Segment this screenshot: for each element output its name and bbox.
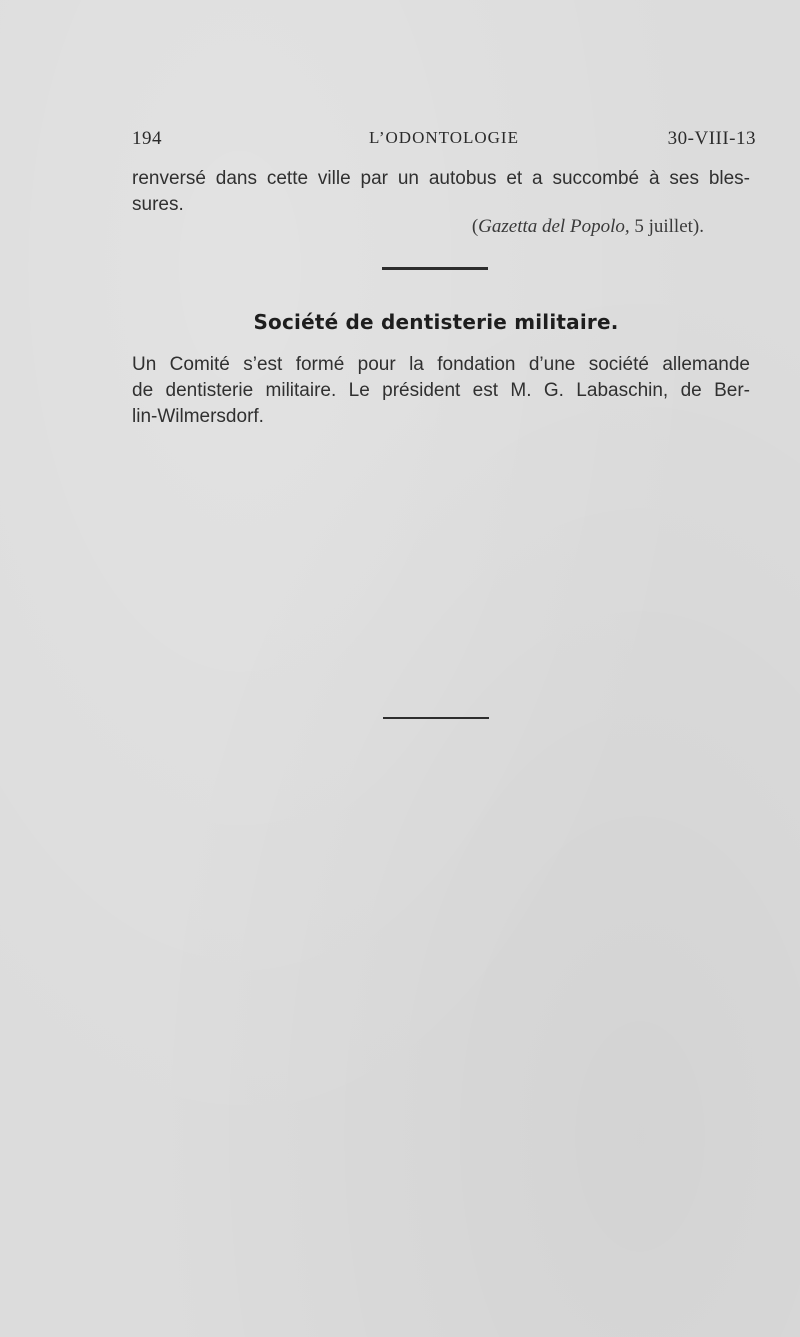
issue-date: 30-VIII-13	[667, 128, 756, 149]
text-line: renversé dans cette ville par un autobus et a succombé à ses bles-	[132, 168, 750, 189]
page-number: 194	[132, 128, 162, 149]
citation-date: 5 juillet).	[629, 216, 704, 237]
running-header	[132, 128, 756, 156]
section-paragraph	[132, 352, 750, 430]
section-heading: Société de dentisterie militaire.	[253, 310, 619, 334]
citation-open: (	[471, 216, 479, 237]
citation	[472, 216, 704, 238]
section-divider	[382, 267, 488, 270]
text-line: lin-Wilmersdorf.	[132, 406, 264, 427]
text-line: Un Comité s’est formé pour la fondation d’une société allemande	[132, 354, 750, 375]
article-end-paragraph	[132, 166, 750, 218]
text-line: sures.	[132, 194, 184, 215]
end-divider	[383, 717, 489, 719]
running-title: L’ODONTOLOGIE	[369, 128, 519, 147]
citation-source: Gazetta del Popolo,	[478, 216, 630, 237]
text-line: de dentisterie militaire. Le président est M. G. Labaschin, de Ber-	[132, 380, 750, 401]
